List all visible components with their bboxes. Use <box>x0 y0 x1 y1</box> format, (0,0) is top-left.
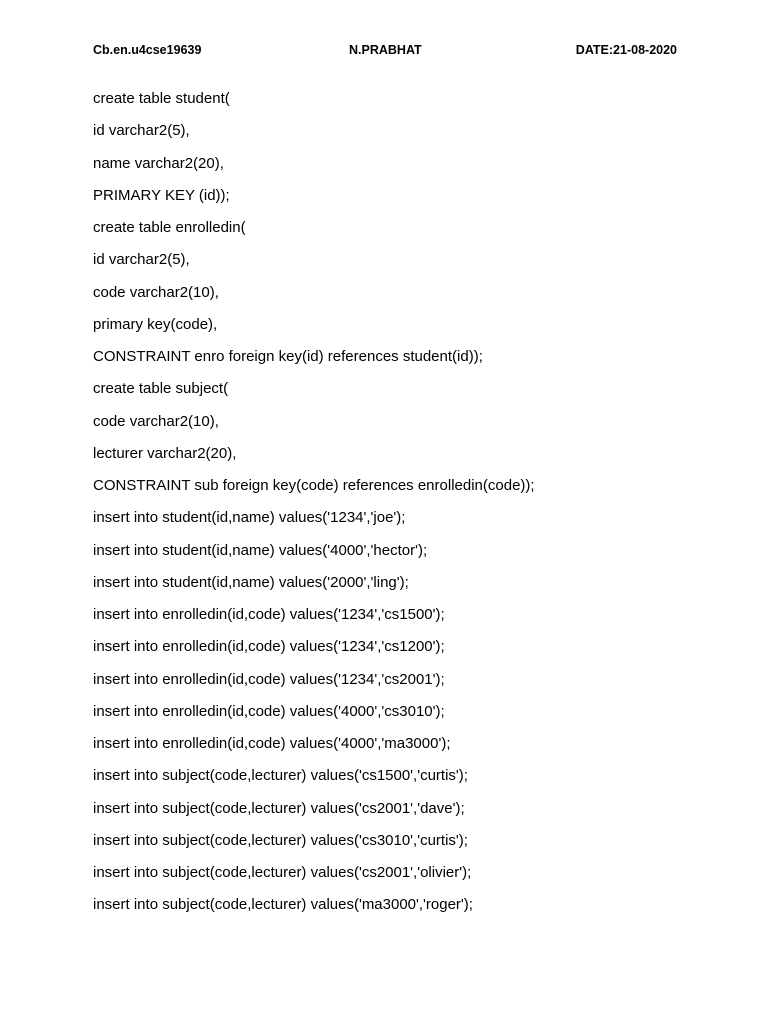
author-name: N.PRABHAT <box>349 43 422 57</box>
code-line: insert into subject(code,lecturer) values('cs1500','curtis'); <box>93 767 468 785</box>
code-line: id varchar2(5), <box>93 122 190 140</box>
document-date: DATE:21-08-2020 <box>575 43 677 57</box>
code-line: code varchar2(10), <box>93 283 219 301</box>
code-line: create table student( <box>93 90 230 107</box>
code-line: lecturer varchar2(20), <box>93 444 237 462</box>
code-line: PRIMARY KEY (id)); <box>93 186 230 204</box>
code-line: insert into subject(code,lecturer) values('cs2001','dave'); <box>93 799 465 817</box>
code-line: CONSTRAINT sub foreign key(code) references enrolledin(code)); <box>93 477 535 494</box>
code-line: insert into subject(code,lecturer) values('cs3010','curtis'); <box>93 831 468 849</box>
sql-code-block <box>93 88 753 927</box>
code-line: insert into student(id,name) values('1234','joe'); <box>93 509 406 527</box>
code-line: id varchar2(5), <box>93 251 190 269</box>
page-header <box>93 43 677 61</box>
roll-number: Cb.en.u4cse19639 <box>93 43 202 57</box>
code-line: insert into enrolledin(id,code) values('1234','cs1200'); <box>93 638 445 656</box>
code-line: primary key(code), <box>93 315 218 333</box>
code-line: CONSTRAINT enro foreign key(id) references student(id)); <box>93 348 483 365</box>
code-line: insert into enrolledin(id,code) values('4000','ma3000'); <box>93 735 451 752</box>
code-line: insert into enrolledin(id,code) values('1234','cs1500'); <box>93 606 445 623</box>
code-line: insert into student(id,name) values('2000','ling'); <box>93 573 409 591</box>
code-line: code varchar2(10), <box>93 412 219 430</box>
code-line: name varchar2(20), <box>93 154 224 172</box>
code-line: create table enrolledin( <box>93 219 246 236</box>
code-line: insert into subject(code,lecturer) values('cs2001','olivier'); <box>93 864 472 881</box>
code-line: insert into student(id,name) values('4000','hector'); <box>93 541 428 559</box>
code-line: insert into enrolledin(id,code) values('1234','cs2001'); <box>93 670 445 688</box>
code-line: insert into subject(code,lecturer) values('ma3000','roger'); <box>93 896 473 914</box>
code-line: create table subject( <box>93 380 229 398</box>
code-line: insert into enrolledin(id,code) values('4000','cs3010'); <box>93 702 445 720</box>
